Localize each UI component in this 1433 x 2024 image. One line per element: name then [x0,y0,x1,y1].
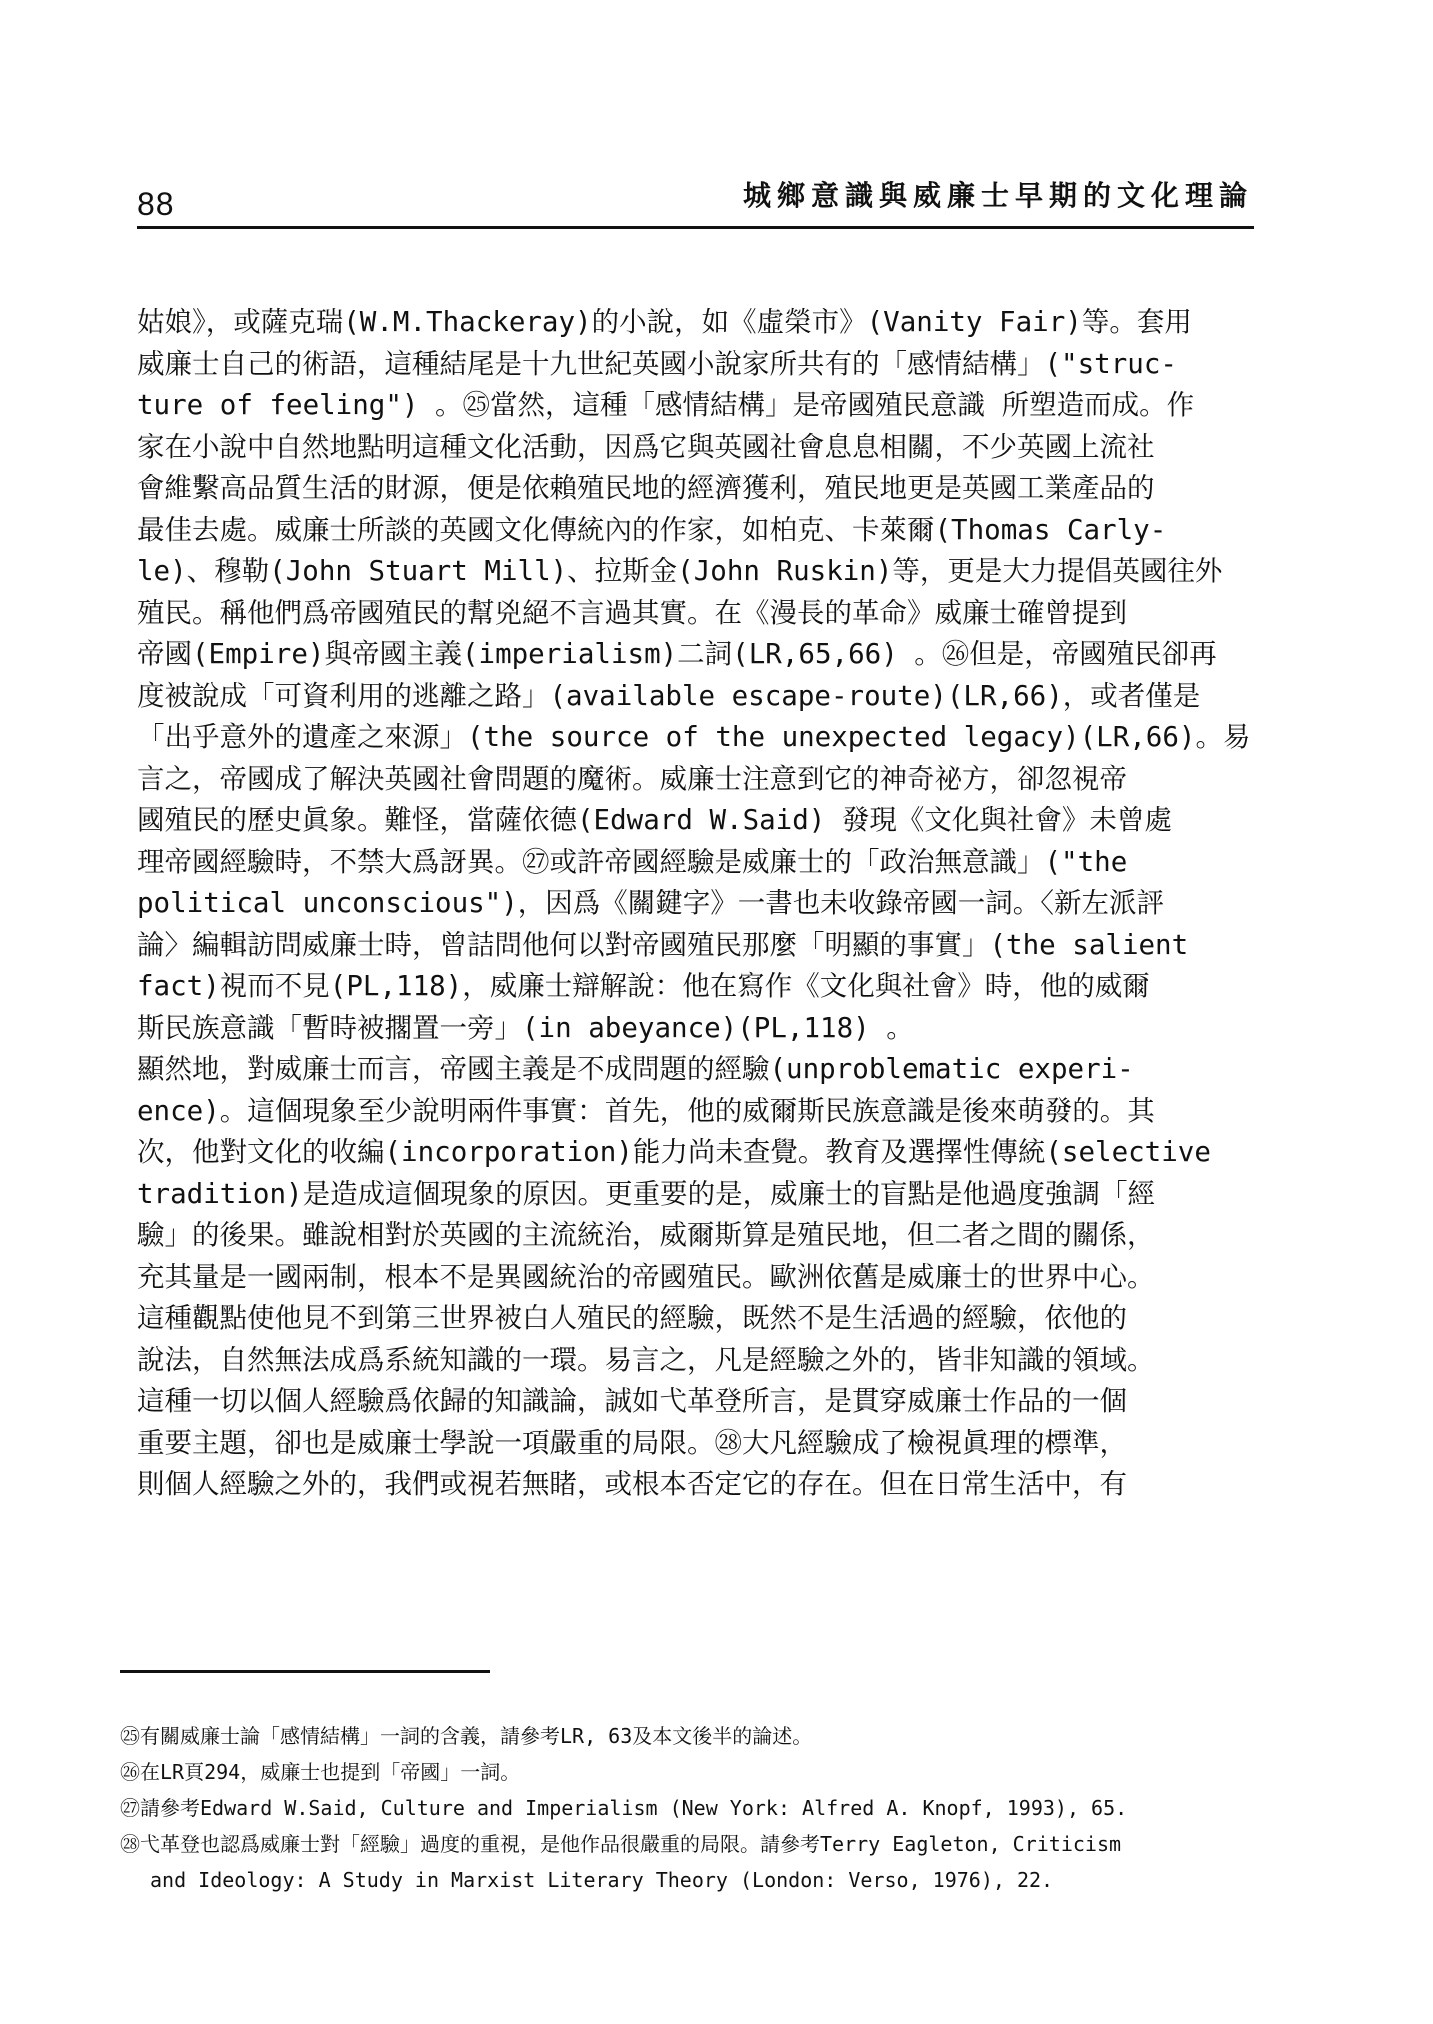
footnote-line: ㉕有關威廉士論「感情結構」一詞的含義，請參考LR, 63及本文後半的論述。 [120,1724,813,1748]
body-text [137,302,1257,1506]
footnote-line: ㉗請參考Edward W.Said, Culture and Imperialism (New York: Alfred A. Knopf, 1993), 65. [120,1796,1128,1820]
body-line: 言之，帝國成了解決英國社會問題的魔術。威廉士注意到它的神奇祕方，卻忽視帝 [137,762,1127,795]
running-title: 城鄉意識與威廉士早期的文化理論 [742,179,1253,212]
body-line: 家在小說中自然地點明這種文化活動，因爲它與英國社會息息相關，不少英國上流社 [137,430,1155,463]
body-line: ture of feeling") 。㉕當然，這種「感情結構」是帝國殖民意識 所塑造而成。作 [137,389,1195,421]
body-line: fact)視而不見(PL,118)，威廉士辯解說：他在寫作《文化與社會》時，他的威爾 [137,970,1150,1002]
body-line: 國殖民的歷史眞象。難怪，當薩依德(Edward W.Said) 發現《文化與社會》未曾處 [137,804,1172,836]
body-line: 論〉編輯訪問威廉士時，曾詰問他何以對帝國殖民那麼「明顯的事實」(the salient [137,928,1189,961]
body-line: le)、穆勒(John Stuart Mill)、拉斯金(John Ruskin)等，更是大力提倡英國往外 [137,555,1223,587]
body-line: 斯民族意識「暫時被擱置一旁」(in abeyance)(PL,118) 。 [137,1011,914,1044]
footnote-line: and Ideology: A Study in Marxist Literary Theory (London: Verso, 1976), 22. [150,1868,1054,1892]
footnote-line: ㉘弋革登也認爲威廉士對「經驗」過度的重視，是他作品很嚴重的局限。請參考Terry Eagleton, Criticism [120,1832,1122,1856]
body-line: 理帝國經驗時，不禁大爲訝異。㉗或許帝國經驗是威廉士的「政治無意識」("the [137,845,1128,878]
body-line: 帝國(Empire)與帝國主義(imperialism)二詞(LR,65,66) 。㉖但是，帝國殖民卻再 [137,638,1217,670]
body-line: 威廉士自己的術語，這種結尾是十九世紀英國小說家所共有的「感情結構」("struc- [137,347,1177,380]
body-line: 說法，自然無法成爲系統知識的一環。易言之，凡是經驗之外的，皆非知識的領域。 [137,1343,1155,1376]
body-line: 「出乎意外的遺產之來源」(the source of the unexpected legacy)(LR,66)。易 [137,721,1251,753]
body-line: 次，他對文化的收編(incorporation)能力尚未查覺。教育及選擇性傳統(selective [137,1136,1211,1168]
body-line: political unconscious")，因爲《關鍵字》一書也未收錄帝國一詞。〈新左派評 [137,887,1165,919]
body-line: tradition)是造成這個現象的原因。更重要的是，威廉士的盲點是他過度強調「經 [137,1177,1156,1210]
body-line: 充其量是一國兩制，根本不是異國統治的帝國殖民。歐洲依舊是威廉士的世界中心。 [137,1260,1155,1293]
body-line: 這種一切以個人經驗爲依歸的知識論，誠如弋革登所言，是貫穿威廉士作品的一個 [137,1385,1127,1417]
footnote-line: ㉖在LR頁294，威廉士也提到「帝國」一詞。 [120,1760,521,1784]
body-line: 最佳去處。威廉士所談的英國文化傳統內的作家，如柏克、卡萊爾(Thomas Carly- [137,513,1167,546]
body-line: 這種觀點使他見不到第三世界被白人殖民的經驗，既然不是生活過的經驗，依他的 [137,1302,1127,1334]
body-line: 會維繫高品質生活的財源，便是依賴殖民地的經濟獲利，殖民地更是英國工業產品的 [137,472,1155,504]
body-line: 姑娘》，或薩克瑞(W.M.Thackeray)的小說，如《虛榮市》(Vanity Fair)等。套用 [137,306,1192,338]
body-line: 重要主題，卻也是威廉士學說一項嚴重的局限。㉘大凡經驗成了檢視眞理的標準， [137,1426,1127,1459]
body-line: 殖民。稱他們爲帝國殖民的幫兇絕不言過其實。在《漫長的革命》威廉士確曾提到 [137,596,1127,629]
footnotes [120,1718,1260,1898]
body-line: 顯然地，對威廉士而言，帝國主義是不成問題的經驗(unproblematic experi- [137,1053,1134,1085]
body-line: 度被說成「可資利用的逃離之路」(available escape-route)(LR,66)，或者僅是 [137,679,1201,712]
body-line: ence)。這個現象至少說明兩件事實：首先，他的威爾斯民族意識是後來萌發的。其 [137,1094,1155,1127]
header-rule [137,226,1254,229]
body-line: 驗」的後果。雖說相對於英國的主流統治，威爾斯算是殖民地，但二者之間的關係， [137,1219,1155,1251]
footnote-rule [120,1670,490,1673]
page-number: 88 [137,186,175,222]
body-line: 則個人經驗之外的，我們或視若無睹，或根本否定它的存在。但在日常生活中，有 [137,1468,1127,1500]
